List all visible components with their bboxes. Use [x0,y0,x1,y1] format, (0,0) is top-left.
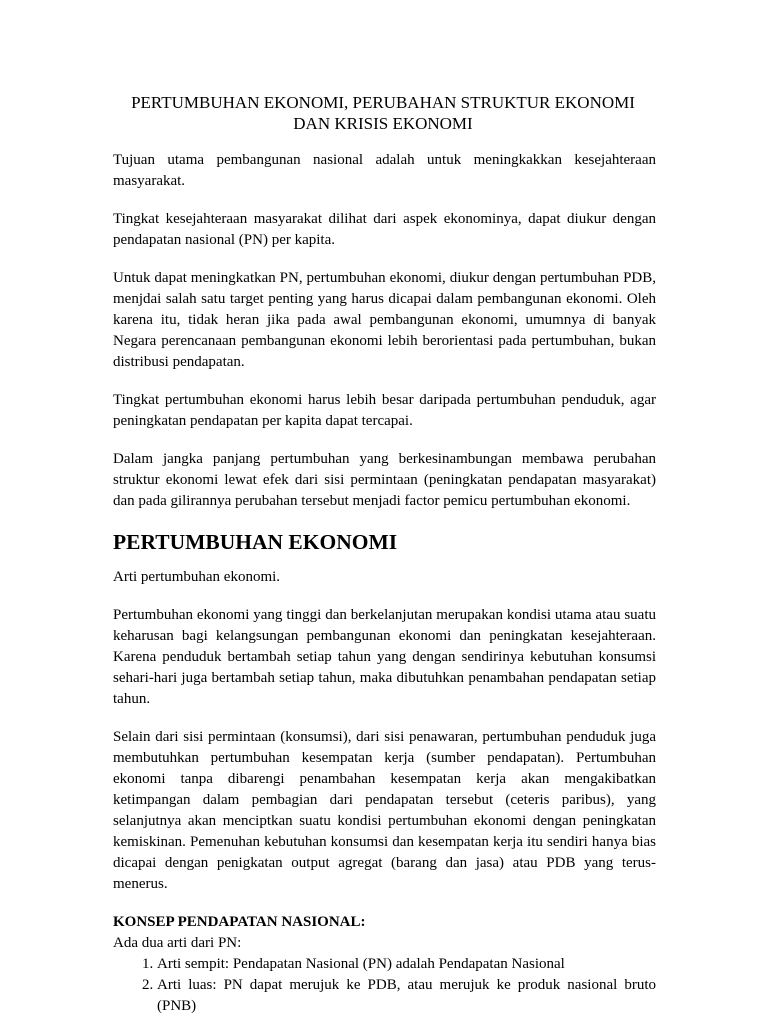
section-heading-pertumbuhan: PERTUMBUHAN EKONOMI [113,530,398,554]
intro-paragraph-4: Tingkat pertumbuhan ekonomi harus lebih besar daripada pertumbuhan penduduk, agar peningkatan pendapatan per kapita dapat tercapai. [113,392,656,429]
intro-paragraph-3: Untuk dapat meningkatkan PN, pertumbuhan ekonomi, diukur dengan pertumbuhan PDB, menjdai salah satu target penting yang harus dicapai dalam pembangunan ekonomi. Oleh karena itu, tidak heran jika pada awal pembangunan ekonomi, umumnya di banyak Negara perencanaan pembangunan ekonomi lebih berorientasi pada pertumbuhan, bukan distribusi pendapatan. [113,270,656,370]
section-paragraph-2: Pertumbuhan ekonomi yang tinggi dan berkelanjutan merupakan kondisi utama atau suatu keharusan bagi kelangsungan pembangunan ekonomi dan peningkatan kesejahteraan. Karena penduduk bertambah setiap tahun yang dengan sendirinya kebutuhan konsumsi sehari-hari juga bertambah setiap tahun, maka dibutuhkan penambahan pendapatan setiap tahun. [113,607,656,707]
konsep-list-item-2: 2. Arti luas: PN dapat merujuk ke PDB, atau merujuk ke produk nasional bruto (PNB) [157,975,656,1017]
intro-paragraph-1: Tujuan utama pembangunan nasional adalah untuk meningkakkan kesejahteraan masyarakat. [113,152,656,189]
section-paragraph-3: Selain dari sisi permintaan (konsumsi), dari sisi penawaran, pertumbuhan penduduk juga membutuhkan pertumbuhan kesempatan kerja (sumber pendapatan). Pertumbuhan ekonomi tanpa dibarengi penambahan kesempatan kerja akan mengakibatkan ketimpangan dalam pembagian dari pendapatan tersebut (ceteris paribus), yang selanjutnya akan menciptkan suatu kondisi pertumbuhan ekonomi dengan peningkatan kemiskinan. Pemenuhan kebutuhan konsumsi dan kesempatan kerja itu sendiri hanya bias dicapai dengan penigkatan output agregat (barang dan jasa) atau PDB yang terus-menerus. [113,729,656,892]
title-line-2: DAN KRISIS EKONOMI [293,114,473,133]
section-paragraph-1: Arti pertumbuhan ekonomi. [113,569,281,585]
document-body [113,150,656,1017]
konsep-intro: Ada dua arti dari PN: [113,935,242,951]
intro-paragraph-5: Dalam jangka panjang pertumbuhan yang berkesinambungan membawa perubahan struktur ekonomi lewat efek dari sisi permintaan (peningkatan pendapatan masyarakat) dan pada gilirannya perubahan tersebut menjadi factor pemicu pertumbuhan ekonomi. [113,451,656,509]
title-line-1: PERTUMBUHAN EKONOMI, PERUBAHAN STRUKTUR EKONOMI [131,93,635,112]
konsep-list-item-1: 1. Arti sempit: Pendapatan Nasional (PN) adalah Pendapatan Nasional [157,954,656,975]
konsep-heading: KONSEP PENDAPATAN NASIONAL: [113,914,366,930]
document-title [110,92,656,134]
konsep-list [113,954,656,1017]
intro-paragraph-2: Tingkat kesejahteraan masyarakat dilihat dari aspek ekonominya, dapat diukur dengan pendapatan nasional (PN) per kapita. [113,211,656,248]
